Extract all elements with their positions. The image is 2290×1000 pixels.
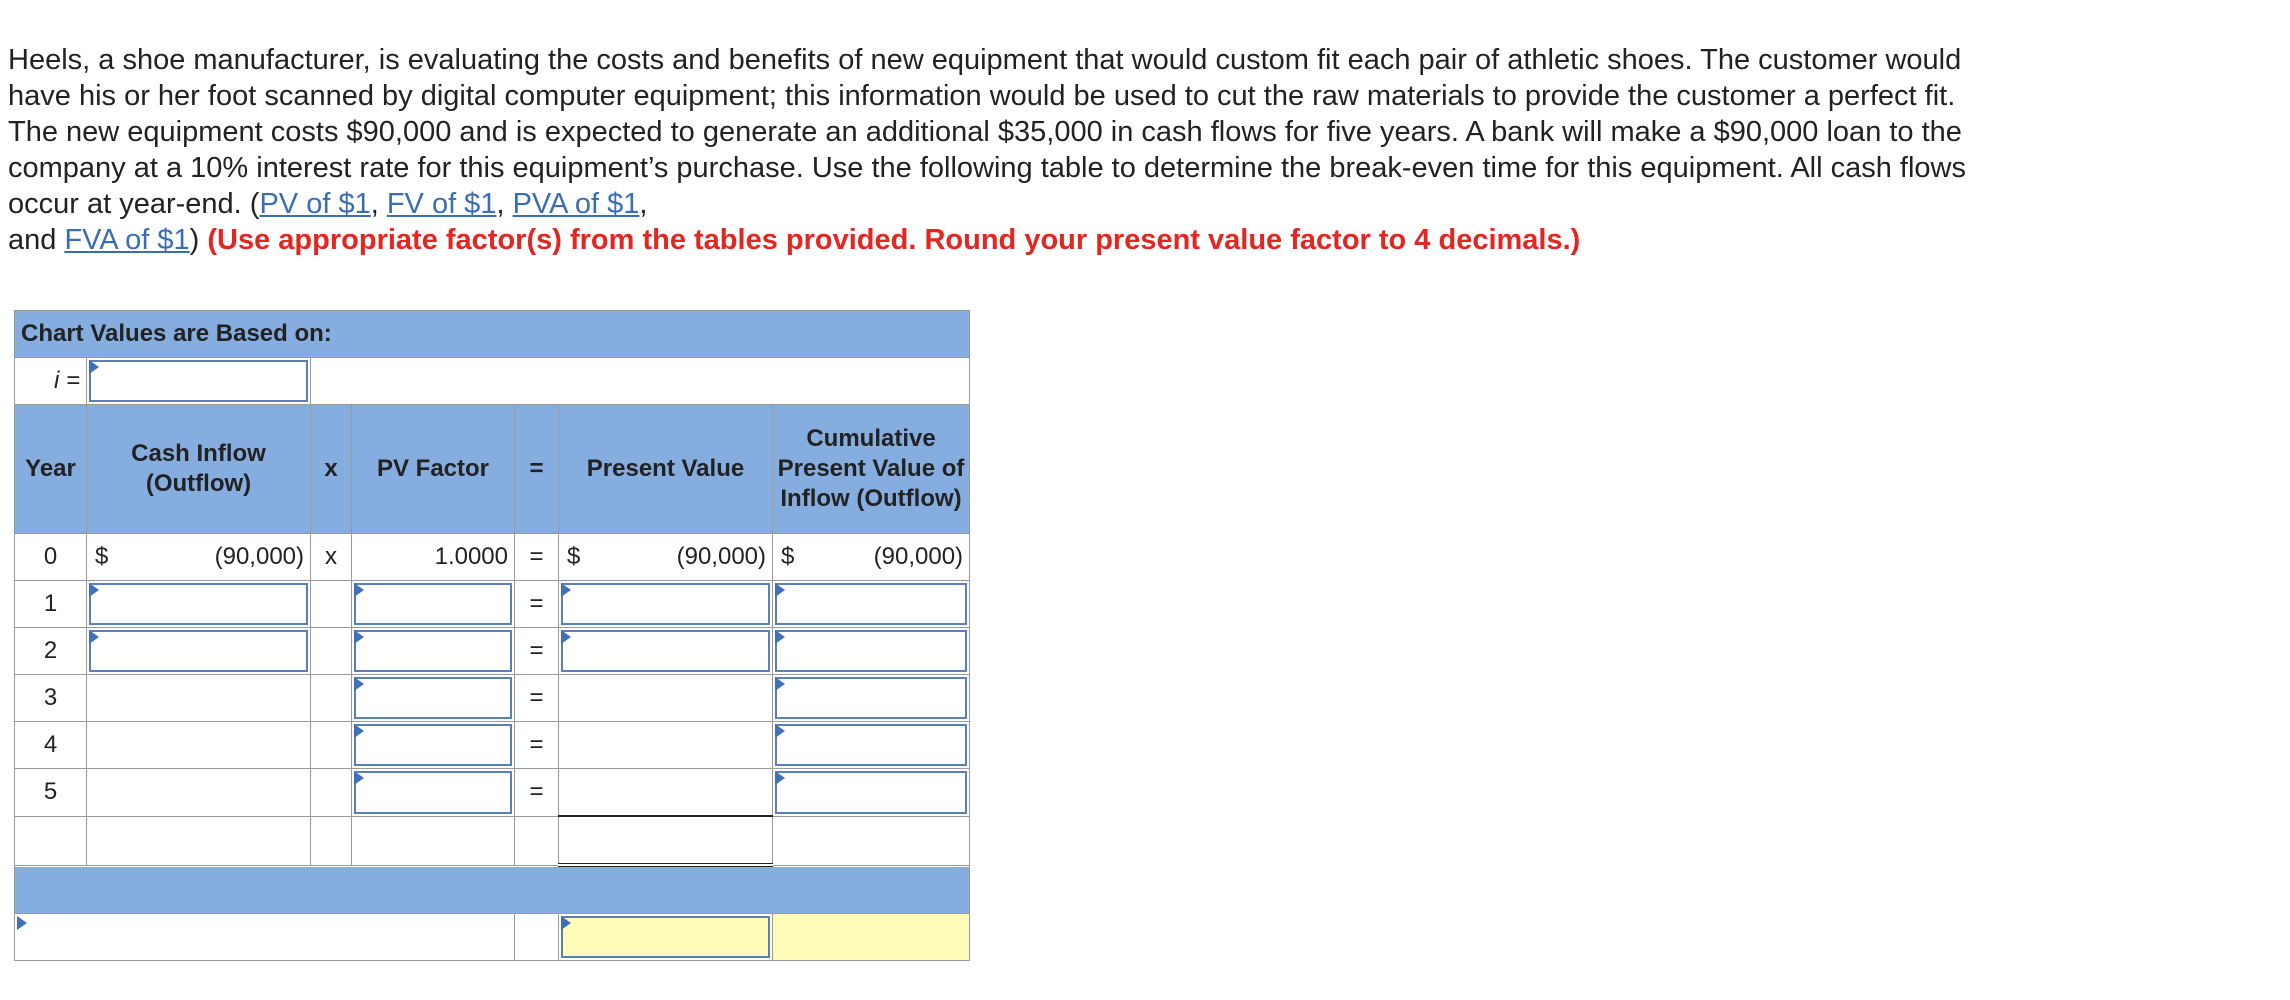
table-row [15, 628, 970, 675]
i-label: i = [15, 358, 87, 405]
cash-cell [87, 581, 311, 628]
pv-factor-input[interactable] [354, 771, 512, 814]
cash-cell [87, 628, 311, 675]
input-flag-icon [89, 630, 99, 644]
table-row [15, 769, 970, 817]
present-value-cell [559, 534, 773, 581]
year-cell: 3 [15, 675, 87, 722]
rate-row [15, 358, 970, 405]
cumulative-pv-input[interactable] [775, 630, 967, 672]
input-flag-icon [354, 724, 364, 738]
year-cell: 2 [15, 628, 87, 675]
cash-cell [87, 534, 311, 581]
cumulative-value: (90,000) [873, 543, 964, 570]
cumulative-pv-input[interactable] [775, 583, 967, 625]
year-cell: 0 [15, 534, 87, 581]
pv-of-1-link[interactable]: PV of $1 [259, 188, 371, 220]
cash-value: (90,000) [214, 543, 304, 570]
answer-value-cell [559, 914, 773, 961]
times-blank [311, 581, 352, 628]
header-year: Year [15, 405, 87, 534]
cumulative-cell [773, 722, 970, 769]
blank-cell [515, 914, 559, 961]
equals-sign: = [515, 534, 559, 581]
pv-factor-cell [352, 581, 515, 628]
separator: , [496, 188, 513, 220]
answer-label-input[interactable] [17, 916, 512, 958]
times-blank [311, 675, 352, 722]
input-flag-icon [775, 583, 785, 597]
header-present-value: Present Value [559, 405, 773, 534]
pv-factor-input[interactable] [354, 677, 512, 719]
table-row [15, 534, 970, 581]
blank-cell [773, 816, 970, 865]
input-flag-icon [561, 583, 571, 597]
header-pv-factor: PV Factor [352, 405, 515, 534]
input-flag-icon [354, 771, 364, 785]
equals-sign: = [515, 581, 559, 628]
total-present-value-cell [559, 816, 773, 865]
cumulative-cell [773, 581, 970, 628]
pva-of-1-link[interactable]: PVA of $1 [512, 188, 640, 220]
header-equals: = [515, 405, 559, 534]
section-divider [15, 865, 970, 914]
worksheet-title-row [15, 311, 970, 358]
answer-row [15, 914, 970, 961]
cumulative-cell [773, 534, 970, 581]
problem-text: Heels, a shoe manufacturer, is evaluating the costs and benefits of new equipment that would custom fit each pair of athletic shoes. The customer would have his or her foot scanned by digital computer equipment; this information would be used to cut the raw materials to provide the customer a perfect fit. The new equipment costs $90,000 and is expected to generate an additional $35,000 in cash flows for five years. A bank will make a $90,000 loan to the company at a 10% interest rate for this equipment’s purchase. Use the following table to determine the break-even time for this equipment. All cash flows occur at year-end. ( [8, 44, 1966, 220]
equals-sign: = [515, 722, 559, 769]
interest-rate-input[interactable] [89, 360, 308, 402]
worksheet-title: Chart Values are Based on: [15, 311, 970, 358]
input-flag-icon [17, 916, 27, 930]
present-value-cell [559, 581, 773, 628]
pv-factor-cell [352, 628, 515, 675]
equals-sign: = [515, 675, 559, 722]
table-row [15, 722, 970, 769]
pv-factor-input[interactable] [354, 630, 512, 672]
equals-sign: = [515, 628, 559, 675]
rate-cell [87, 358, 311, 405]
answer-label-cell [15, 914, 515, 961]
header-cash-inflow: Cash Inflow (Outflow) [87, 405, 311, 534]
input-flag-icon [354, 677, 364, 691]
close-paren: ) [189, 224, 208, 256]
input-flag-icon [775, 677, 785, 691]
pv-factor-input[interactable] [354, 583, 512, 625]
pv-factor-cell [352, 769, 515, 817]
year-cell: 5 [15, 769, 87, 817]
cash-blank [87, 675, 311, 722]
cash-blank [87, 722, 311, 769]
present-value-cell [559, 628, 773, 675]
answer-value-input[interactable] [561, 916, 770, 958]
cash-blank [87, 769, 311, 817]
input-flag-icon [354, 630, 364, 644]
fv-of-1-link[interactable]: FV of $1 [386, 188, 497, 220]
present-value: (90,000) [676, 543, 766, 570]
table-row [15, 675, 970, 722]
times-blank [311, 628, 352, 675]
separator: , [370, 188, 387, 220]
pv-factor-input[interactable] [354, 724, 512, 766]
input-flag-icon [775, 724, 785, 738]
problem-statement [8, 42, 2008, 258]
year-cell: 1 [15, 581, 87, 628]
cash-flow-input[interactable] [89, 583, 308, 625]
total-row [15, 816, 970, 865]
input-flag-icon [561, 630, 571, 644]
input-flag-icon [354, 583, 364, 597]
present-value-blank [559, 722, 773, 769]
cumulative-cell [773, 675, 970, 722]
pv-factor-value: 1.0000 [352, 534, 515, 581]
year-cell: 4 [15, 722, 87, 769]
pv-factor-cell [352, 675, 515, 722]
times-blank [311, 722, 352, 769]
header-row [15, 405, 970, 534]
blank-cell [311, 816, 352, 865]
header-cumulative-pv: Cumulative Present Value of Inflow (Outflow) [773, 405, 970, 534]
fva-of-1-link[interactable]: FVA of $1 [64, 224, 190, 256]
blank-cell [15, 816, 87, 865]
instruction-text: (Use appropriate factor(s) from the tables provided. Round your present value factor to 4 decimals.) [207, 224, 1581, 256]
rate-row-blank [311, 358, 970, 405]
equals-sign: = [515, 769, 559, 817]
input-flag-icon [89, 360, 99, 374]
cumulative-pv-input[interactable] [775, 677, 967, 719]
present-value-blank [559, 675, 773, 722]
break-even-worksheet [14, 310, 970, 961]
blank-cell [352, 816, 515, 865]
cumulative-pv-input[interactable] [775, 724, 967, 766]
answer-yellow-cell [773, 914, 970, 961]
input-flag-icon [775, 630, 785, 644]
times-blank [311, 769, 352, 817]
present-value-input[interactable] [561, 583, 770, 625]
present-value-blank [559, 769, 773, 817]
dollar-sign: $ [95, 543, 109, 570]
cumulative-cell [773, 769, 970, 817]
section-divider-row [15, 865, 970, 914]
times-sign: x [311, 534, 352, 581]
blank-cell [515, 816, 559, 865]
input-flag-icon [775, 771, 785, 785]
separator: , [639, 188, 648, 220]
blank-cell [87, 816, 311, 865]
input-flag-icon [89, 583, 99, 597]
cumulative-cell [773, 628, 970, 675]
dollar-sign: $ [567, 543, 581, 570]
dollar-sign: $ [781, 543, 795, 570]
cumulative-pv-input[interactable] [775, 771, 967, 814]
and-text: and [8, 224, 65, 256]
cash-flow-input[interactable] [89, 630, 308, 672]
table-row [15, 581, 970, 628]
input-flag-icon [561, 916, 571, 930]
header-times: x [311, 405, 352, 534]
pv-factor-cell [352, 722, 515, 769]
present-value-input[interactable] [561, 630, 770, 672]
